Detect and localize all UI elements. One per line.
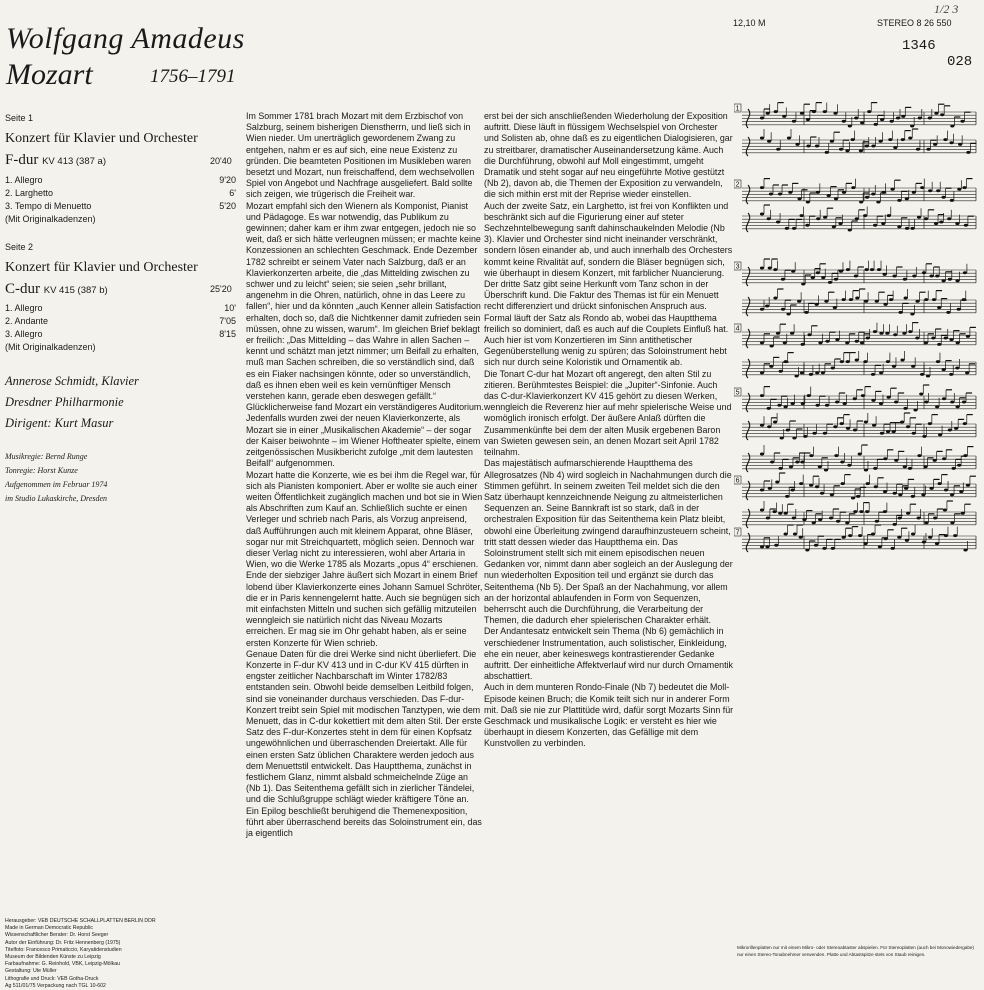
stamp-number-2: 028 xyxy=(947,54,973,70)
staff xyxy=(742,445,976,472)
side1-total-time: 20'40 xyxy=(210,156,232,166)
side1-key-name: F-dur xyxy=(5,152,39,168)
staff xyxy=(742,179,976,204)
credit-recorded: Aufgenommen im Februar 1974 xyxy=(5,480,108,489)
side1-key xyxy=(5,152,106,169)
credit-sound-director: Tonregie: Horst Kunze xyxy=(5,466,78,475)
side1-movement-2-time: 6' xyxy=(229,188,236,198)
staff xyxy=(742,413,976,440)
staff xyxy=(742,385,976,412)
staff xyxy=(742,103,976,128)
side1-movement-2: 2. Larghetto xyxy=(5,188,54,198)
staff xyxy=(742,289,976,316)
side1-movement-3: 3. Tempo di Menuetto xyxy=(5,201,92,211)
side1-kv: KV 413 (387 a) xyxy=(42,156,106,167)
publisher-line: Titelfoto: Francesco Primaticcio, Karyatidenstudien xyxy=(5,946,122,953)
paragraph: Auch in dem munteren Rondo-Finale (Nb 7) bedeutet die Moll-Episode keinen Bruch; die Komik teilt sich nur in anderer Form mit. Daß sie nie zur Plattitüde wird, dafür sorgt Mozarts Sinn für Geschmack und musikalische Logik: er versteht es hier wie überhaupt in diesem Konzerten, das Gefällige mit dem Kunstvollen zu verbinden. xyxy=(484,682,734,749)
publisher-info xyxy=(5,918,241,990)
liner-notes-column-2 xyxy=(246,111,484,839)
performer-soloist: Annerose Schmidt, Klavier xyxy=(5,374,139,388)
side1-movement-1: 1. Allegro xyxy=(5,175,43,185)
side1-movement-1-time: 9'20 xyxy=(219,175,236,185)
staff xyxy=(742,259,976,286)
publisher-line: Wissenschaftlicher Berater: Dr. Horst Seeger xyxy=(5,932,109,939)
paragraph: Genaue Daten für die drei Werke sind nicht überliefert. Die Konzerte in F-dur KV 413 und in C-dur KV 415 dürften in engster zeitlicher Nachbarschaft im Winter 1782/83 entstanden sein. Obwohl beide demselben Leitbild folgen, sind sie voneinander durchaus verschieden. Das F-dur-Konzert treibt sein Spiel mit modischen Tanztypen, wie dem Menuett, das in C-dur kokettiert mit dem alten Stil. Der erste Satz des F-dur-Konzertes steht in dem für einen Kopfsatz ungewöhnlichen und überraschenden Dreiertakt. Alle für einen ersten Satz üblichen Charaktere werden jedoch aus dem Menuettstil entwickelt. Das Hauptthema, zunächst in festlichem Glanz, nimmt alsbald schmeichelnde Züge an (Nb 1). Das Seitenthema gefällt sich in zierlicher Tändelei, und die Schlußgruppe schlägt wieder kräftigere Töne an. Ein Epilog beschließt beruhigend die Themenexposition, führt aber überraschend bereits das Soloinstrument ein, das ja eigentlich xyxy=(246,648,482,838)
publisher-line: Ag 511/01/75 Verpackung nach TGL 10-602 xyxy=(5,982,106,989)
example-label: 4 xyxy=(735,325,740,333)
side2-label: Seite 2 xyxy=(5,242,34,252)
publisher-line: Museum der Bildenden Künste zu Leipzig xyxy=(5,954,101,961)
paragraph: Der Andantesatz entwickelt sein Thema (Nb 6) gemächlich in verschiedener Instrumentation, auch solistischer, Einkleidung, ehe ein neuer, aber keineswegs kontrastierender Gedanke auftritt. Der einheitliche Affektverlauf wird nur durch Ornamentik abschattiert. xyxy=(484,626,733,682)
paragraph: erst bei der sich anschließenden Wiederholung der Exposition auftritt. Diese läuft in flüssigem Wechselspiel von Orchester und Solisten ab, ohne daß es zu eigentlichen Dialogisieren, gar zu streitbarer, dramatischer Auseinandersetzung käme. Auch die Durchführung, obwohl auf Moll eingestimmt, umgeht Dramatik und steht sogar auf neu eingeführte Motive gestützt (Nb 2), davon ab, die Themen der Exposition zu verwandeln, die sich mithin erst mit der Reprise wieder einstellen. xyxy=(484,111,733,200)
staff xyxy=(742,501,976,528)
example-label: 3 xyxy=(735,263,740,271)
paragraph: Mozart empfahl sich den Wienern als Komponist, Pianist und Pädagoge. Es war notwendig, das Publikum zu gewinnen; daher kam er ihm zwar entgegen, jedoch nie so weit, daß er sich hätte verleugnen müssen; er machte keine Konzessionen an schlechten Geschmack. Ende Dezember 1782 schreibt er seinem Vater nach Salzburg, daß er an Klavierkonzerten arbeite, die „das Mittelding zwischen zu schwer und zu leicht“ seien; sie seien „sehr brillant, angenehm in die Ohren, natürlich, ohne in das Leere zu fallen“, hier und da könnten „auch Kenner allein Satisfaction erhalten, doch so, daß die Nichtkenner damit zufrieden sein müssen, ohne zu wissen, warum“. Im gleichen Brief beklagt er freilich: „Das Mittelding – das Wahre in allen Sachen – kennt und schätzt man jetzt nimmer; um Beifall zu erhalten, muß man Sachen schreiben, die so verständlich sind, daß es ein Fiaker nachsingen könnte, oder so unverständlich, daß es ihnen eben weil es kein vernünftiger Mensch verstehen kann, gerade eben deswegen gefällt.“ Glücklicherweise fand Mozart ein verständigeres Auditorium. Jedenfalls wurden zwei der neuen Klavierkonzerte, als Mozart sie in einer „Musikalischen Akademie“ – der sogar der Kaiser beiwohnte – im Wiener Hoftheater spielte, einem zeitgenössischen Musikbericht zufolge „mit dem lautesten Beifall“ aufgenommen. xyxy=(246,200,484,469)
side2-key-name: C-dur xyxy=(5,281,40,297)
example-label: 2 xyxy=(735,181,740,189)
publisher-line: Farbaufnahme: G. Reinhold, VBK, Leipzig-Mölkau xyxy=(5,961,121,968)
publisher-line: Lithografie und Druck: VEB Gotha-Druck xyxy=(5,975,99,982)
side2-movement-1: 1. Allegro xyxy=(5,303,43,313)
side2-movement-2: 2. Andante xyxy=(5,316,49,326)
side2-cadenza-note: (Mit Originalkadenzen) xyxy=(5,342,96,352)
paragraph: Auch der zweite Satz, ein Larghetto, ist frei von Konflikten und beschränkt sich auf die Figurierung einer auf steter Sechzehntelbewegung sanft dahinschaukelnden Melodie (Nb 3). Klavier und Orchester sind nicht ineinander verschränkt, sondern lösen einander ab, und auch innerhalb des Orchesters kommt keine Rivalität auf, sondern die Bläser begnügen sich, wie überhaupt in diesem Konzert, mit farblicher Nuancierung. xyxy=(484,200,733,278)
side2-movement-3: 3. Allegro xyxy=(5,329,43,339)
example-label: 7 xyxy=(735,529,740,537)
side2-movement-3-time: 8'15 xyxy=(219,329,236,339)
staff xyxy=(742,129,976,156)
side1-label: Seite 1 xyxy=(5,113,34,123)
paragraph: Ende der siebziger Jahre äußert sich Mozart in einem Brief lobend über Klavierkonzerte eines Johann Samuel Schröter, die er in Paris kennengelernt hatte. Auch sie begnügen sich mit einfachsten Mitteln und suchen sich gefällig mitzuteilen wenngleich sie natürlich nicht das Niveau Mozarts erreichen. Er mag sie im Ohr gehabt haben, als er seine ersten Konzerte für Wien schrieb. xyxy=(246,570,483,648)
side1-cadenza-note: (Mit Originalkadenzen) xyxy=(5,214,96,224)
credit-studio: im Studio Lukaskirche, Dresden xyxy=(5,494,108,503)
staff xyxy=(742,473,976,500)
example-label: 6 xyxy=(735,477,740,485)
performer-conductor: Dirigent: Kurt Masur xyxy=(5,416,114,430)
example-label: 1 xyxy=(735,105,740,113)
liner-notes-column-3 xyxy=(484,111,734,750)
side1-movement-3-time: 5'20 xyxy=(219,201,236,211)
music-examples xyxy=(734,100,978,928)
side2-total-time: 25'20 xyxy=(210,284,232,294)
paragraph: Der dritte Satz gibt seine Herkunft vom Tanz schon in der Überschrift kund. Die Faktur des Themas ist für ein Menuett recht differenziert und drückt sinfonischen Anspruch aus. Formal läuft der Satz als Rondo ab, wobei das Hauptthema freilich so dominiert, daß es auch auf die Couplets Einfluß hat. Auch hier ist vom Konzertieren im Sinn antithetischer Gegenüberstellung wenig zu spüren; das Soloinstrument hebt sich nur durch seine Koloristik und Ornamentik ab. xyxy=(484,279,729,368)
side1-work-title: Konzert für Klavier und Orchester xyxy=(5,131,198,146)
staff xyxy=(742,323,976,348)
credit-music-director: Musikregie: Bernd Runge xyxy=(5,452,88,461)
composer-name-line2: Mozart xyxy=(6,58,93,91)
side2-movement-1-time: 10' xyxy=(224,303,236,313)
performer-orchestra: Dresdner Philharmonie xyxy=(5,395,124,409)
stamp-number-1: 1346 xyxy=(902,38,936,54)
staff xyxy=(742,205,976,232)
staff xyxy=(742,525,976,552)
paragraph: Mozart hatte die Konzerte, wie es bei ihm die Regel war, für sich als Pianisten komponiert. Aber er wollte sie auch einer weiten Öffentlichkeit zugänglich machen und bot sie in Wien als Abschriften zum Kauf an. Schließlich suchte er einen Verleger und schrieb nach Paris, als Vorzug anpreisend, daß Aufführungen auch mit kleinem Apparat, ohne Bläser, sogar nur mit Streichquartett, möglich seien. Dennoch war dieser Verlag nicht zu interessieren, wohl aber Artaria in Wien, wo die Werke 1785 als Mozarts „opus 4“ erschienen. xyxy=(246,469,483,570)
staff xyxy=(742,351,976,378)
composer-name-line1: Wolfgang Amadeus xyxy=(6,22,245,55)
side2-movement-2-time: 7'05 xyxy=(219,316,236,326)
publisher-line: Herausgeber: VEB DEUTSCHE SCHALLPLATTEN BERLIN DDR xyxy=(5,918,156,924)
paragraph: Im Sommer 1781 brach Mozart mit dem Erzbischof von Salzburg, seinem bisherigen Dienstherrn, und ließ sich in Wien nieder. Um unerträglich gewordenem Zwang zu entgehen, nahm er es auf sich, eine neue Existenz zu gründen. Die beamteten Positionen im Musikleben waren besetzt und Mozart, nun freischaffend, dem wechselvollen Spiel von Angebot und Nachfrage ausgeliefert. Bald sollte sich zeigen, wie trügerisch die Freiheit war. xyxy=(246,111,475,200)
publisher-line: Autor der Einführung: Dr. Fritz Hennenberg (1975) xyxy=(5,939,121,946)
side2-kv: KV 415 (387 b) xyxy=(43,285,108,296)
side2-work-title: Konzert für Klavier und Orchester xyxy=(5,260,198,275)
publisher-line: Gestaltung: Ute Müller xyxy=(5,968,57,975)
publisher-line: Made in German Democratic Republic xyxy=(5,925,93,932)
composer-years: 1756–1791 xyxy=(150,66,236,87)
paragraph: Das majestätisch aufmarschierende Hauptthema des Allegrosatzes (Nb 4) wird sogleich in Nachahmungen durch die Stimmen geführt. In seinem zweiten Teil meldet sich die den Satz überhaupt kennzeichnende Neigung zu altmeisterlichen Sequenzen an. Seine Bannkraft ist so stark, daß in der orchestralen Exposition für das Seitenthema kein Platz bleibt, obwohl eine Überleitung zwingend daraufhinzusteuern scheint, tritt statt dessen wieder das Hauptthema ein. Das Soloinstrument stellt sich mit einem episodischen neuen Gedanken vor, nimmt dann aber sogleich an der Auslegung der nun wiederholten Exposition teil und ergänzt sie durch das Seitenthema (Nb 5). Der Spaß an der Nachahmung, vor allem an der horizontal ablaufenden in Form von Sequenzen, beherrscht auch die Durchführung, die Verarbeitung der Themen, die dadurch eher spielerischen Charakter erhält. xyxy=(484,458,733,626)
paragraph: Die Tonart C-dur hat Mozart oft angeregt, den alten Stil zu zitieren. Berühmtestes Beispiel: die „Jupiter“-Sinfonie. Auch das C-dur-Klavierkonzert KV 415 gehört zu diesen Werken, wenngleich die Reverenz hier auf mehr spielerische Weise und womöglich ironisch erfolgt. Der äußere Anlaß dürften die Zusammenkünfte bei dem der alten Musik ergebenen Baron van Swieten gewesen sein, an denen Mozart seit April 1782 teilnahm. xyxy=(484,368,732,458)
stereo-number: STEREO 8 26 550 xyxy=(877,18,952,28)
side2-key xyxy=(5,281,108,298)
handwritten-note: 1/2 3 xyxy=(934,2,959,16)
playback-footnote: Mikrorillenplatten nur mit einem Mikro- oder Stereoabtaster abspielen. Für Stereoplatten (auch bei Monowiedergabe) nur einen Stereo-Tonabnehmer verwenden. Platte und Abtastspitze stets von Staub reinigen. xyxy=(737,945,974,958)
catalog-code: 12,10 M xyxy=(733,18,766,28)
example-label: 5 xyxy=(735,389,740,397)
